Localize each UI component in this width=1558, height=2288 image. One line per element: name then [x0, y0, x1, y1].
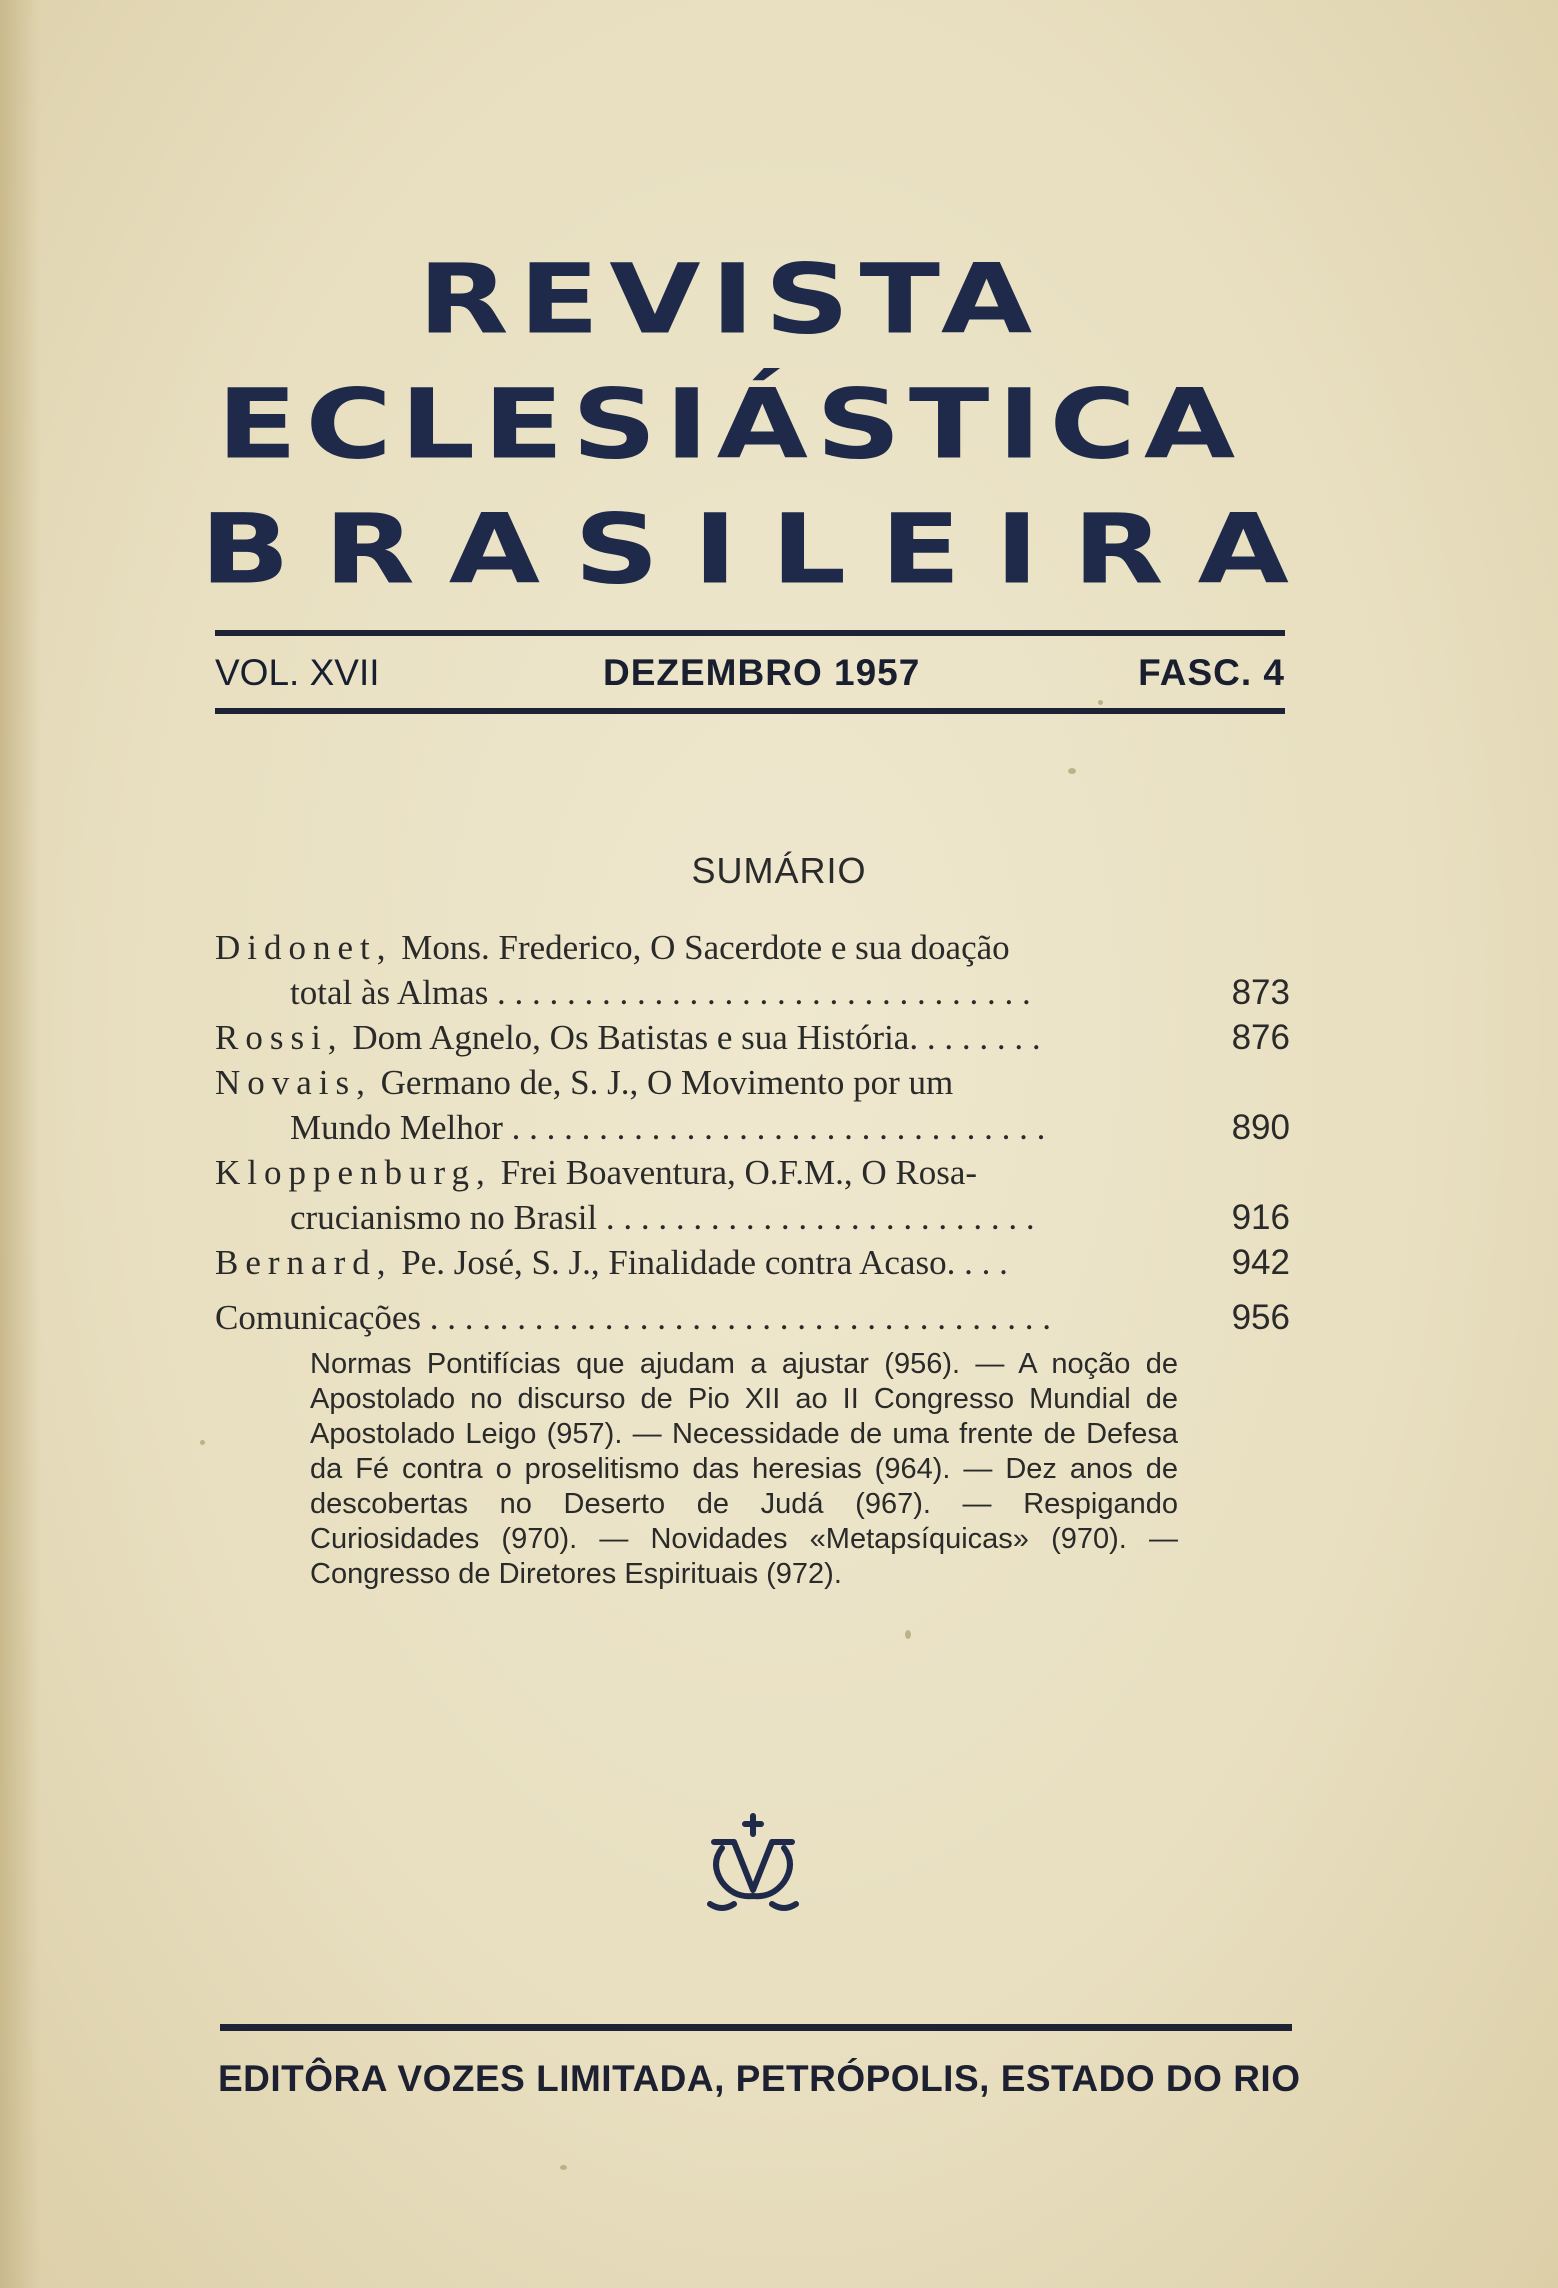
toc-title: Germano de, S. J., O Movimento por um: [371, 1063, 954, 1102]
toc-title: Mons. Frederico, O Sacerdote e sua doação: [392, 928, 1010, 967]
issue-date: DEZEMBRO 1957: [603, 652, 921, 693]
toc-entry: [215, 1015, 1290, 1060]
toc-page-number: 956: [1231, 1298, 1290, 1337]
marian-monogram-emblem-icon: [704, 1812, 802, 1917]
toc-entry: [215, 1060, 1290, 1150]
toc-title-continued: total às Almas . . . . . . . . . . . . . . . . . . . . . . . . . . . . . . .: [290, 973, 1031, 1012]
title-line-3: BRASILEIRA: [200, 492, 1323, 606]
toc-page-number: 890: [1231, 1108, 1290, 1147]
toc-title: Frei Boaventura, O.F.M., O Rosa-: [491, 1153, 978, 1192]
toc-line: [215, 1295, 1290, 1340]
toc-author: Kloppenburg,: [215, 1153, 492, 1192]
volume-label: VOL. XVII: [215, 652, 380, 693]
toc-title-continued: Mundo Melhor . . . . . . . . . . . . . . . . . . . . . . . . . . . . . . .: [290, 1108, 1046, 1147]
summary-heading: SUMÁRIO: [691, 850, 867, 891]
communications-detail: Normas Pontifícias que ajudam a ajustar (956). — A noção de Apostolado no discurso de Pio XII ao II Congresso Mundial de Apostolado Leigo (957). — Necessidade de uma frente de Defesa da Fé contra o proselitismo das heresias (964). — Dez anos de descobertas no Deserto de Judá (967). — Respigando Curiosidades (970). — Novidades «Metapsíquicas» (970). — Congresso de Diretores Espirituais (972).: [310, 1348, 1178, 1590]
toc-entry: [215, 925, 1290, 1015]
toc-entry: [215, 1240, 1290, 1285]
masthead-rule-bottom: [215, 708, 1285, 714]
toc-line: [215, 1060, 1290, 1105]
paper-edge-shadow: [0, 0, 40, 2288]
toc-line: [215, 1240, 1290, 1285]
footer-rule: [220, 2024, 1292, 2031]
toc-line: [215, 1015, 1290, 1060]
paper-speck: [1098, 700, 1103, 705]
title-line-1: REVISTA: [417, 242, 1043, 356]
toc-entry: [215, 1295, 1290, 1340]
toc-title: Comunicações . . . . . . . . . . . . . . . . . . . . . . . . . . . . . . . . . . . .: [215, 1298, 1052, 1337]
masthead-rule-top: [215, 630, 1285, 636]
toc-author: Novais,: [215, 1063, 372, 1102]
toc-entry: [215, 1150, 1290, 1240]
toc-page-number: 916: [1231, 1198, 1290, 1237]
paper-speck: [200, 1440, 205, 1445]
publisher-line: EDITÔRA VOZES LIMITADA, PETRÓPOLIS, ESTADO DO RIO: [218, 2058, 1301, 2099]
toc-line: [215, 1195, 1290, 1240]
table-of-contents: [215, 925, 1290, 1340]
toc-line: [215, 970, 1290, 1015]
paper-speck: [1068, 768, 1076, 774]
toc-author: Bernard,: [215, 1243, 393, 1282]
toc-author: Rossi,: [215, 1018, 344, 1057]
toc-page-number: 873: [1231, 973, 1290, 1012]
toc-page-number: 876: [1231, 1018, 1290, 1057]
toc-author: Didonet,: [215, 928, 393, 967]
toc-page-number: 942: [1231, 1243, 1290, 1282]
paper-speck: [560, 2165, 567, 2170]
toc-title: Pe. José, S. J., Finalidade contra Acaso. . . .: [392, 1243, 1008, 1282]
issue-number: FASC. 4: [1138, 652, 1285, 693]
toc-line: [215, 1105, 1290, 1150]
toc-title: Dom Agnelo, Os Batistas e sua História. . . . . . . .: [343, 1018, 1041, 1057]
paper-speck: [905, 1630, 911, 1639]
toc-line: [215, 925, 1290, 970]
toc-line: [215, 1150, 1290, 1195]
toc-title-continued: crucianismo no Brasil . . . . . . . . . . . . . . . . . . . . . . . . .: [290, 1198, 1035, 1237]
title-line-2: ECLESIÁSTICA: [216, 367, 1244, 481]
masthead: [215, 652, 1285, 700]
